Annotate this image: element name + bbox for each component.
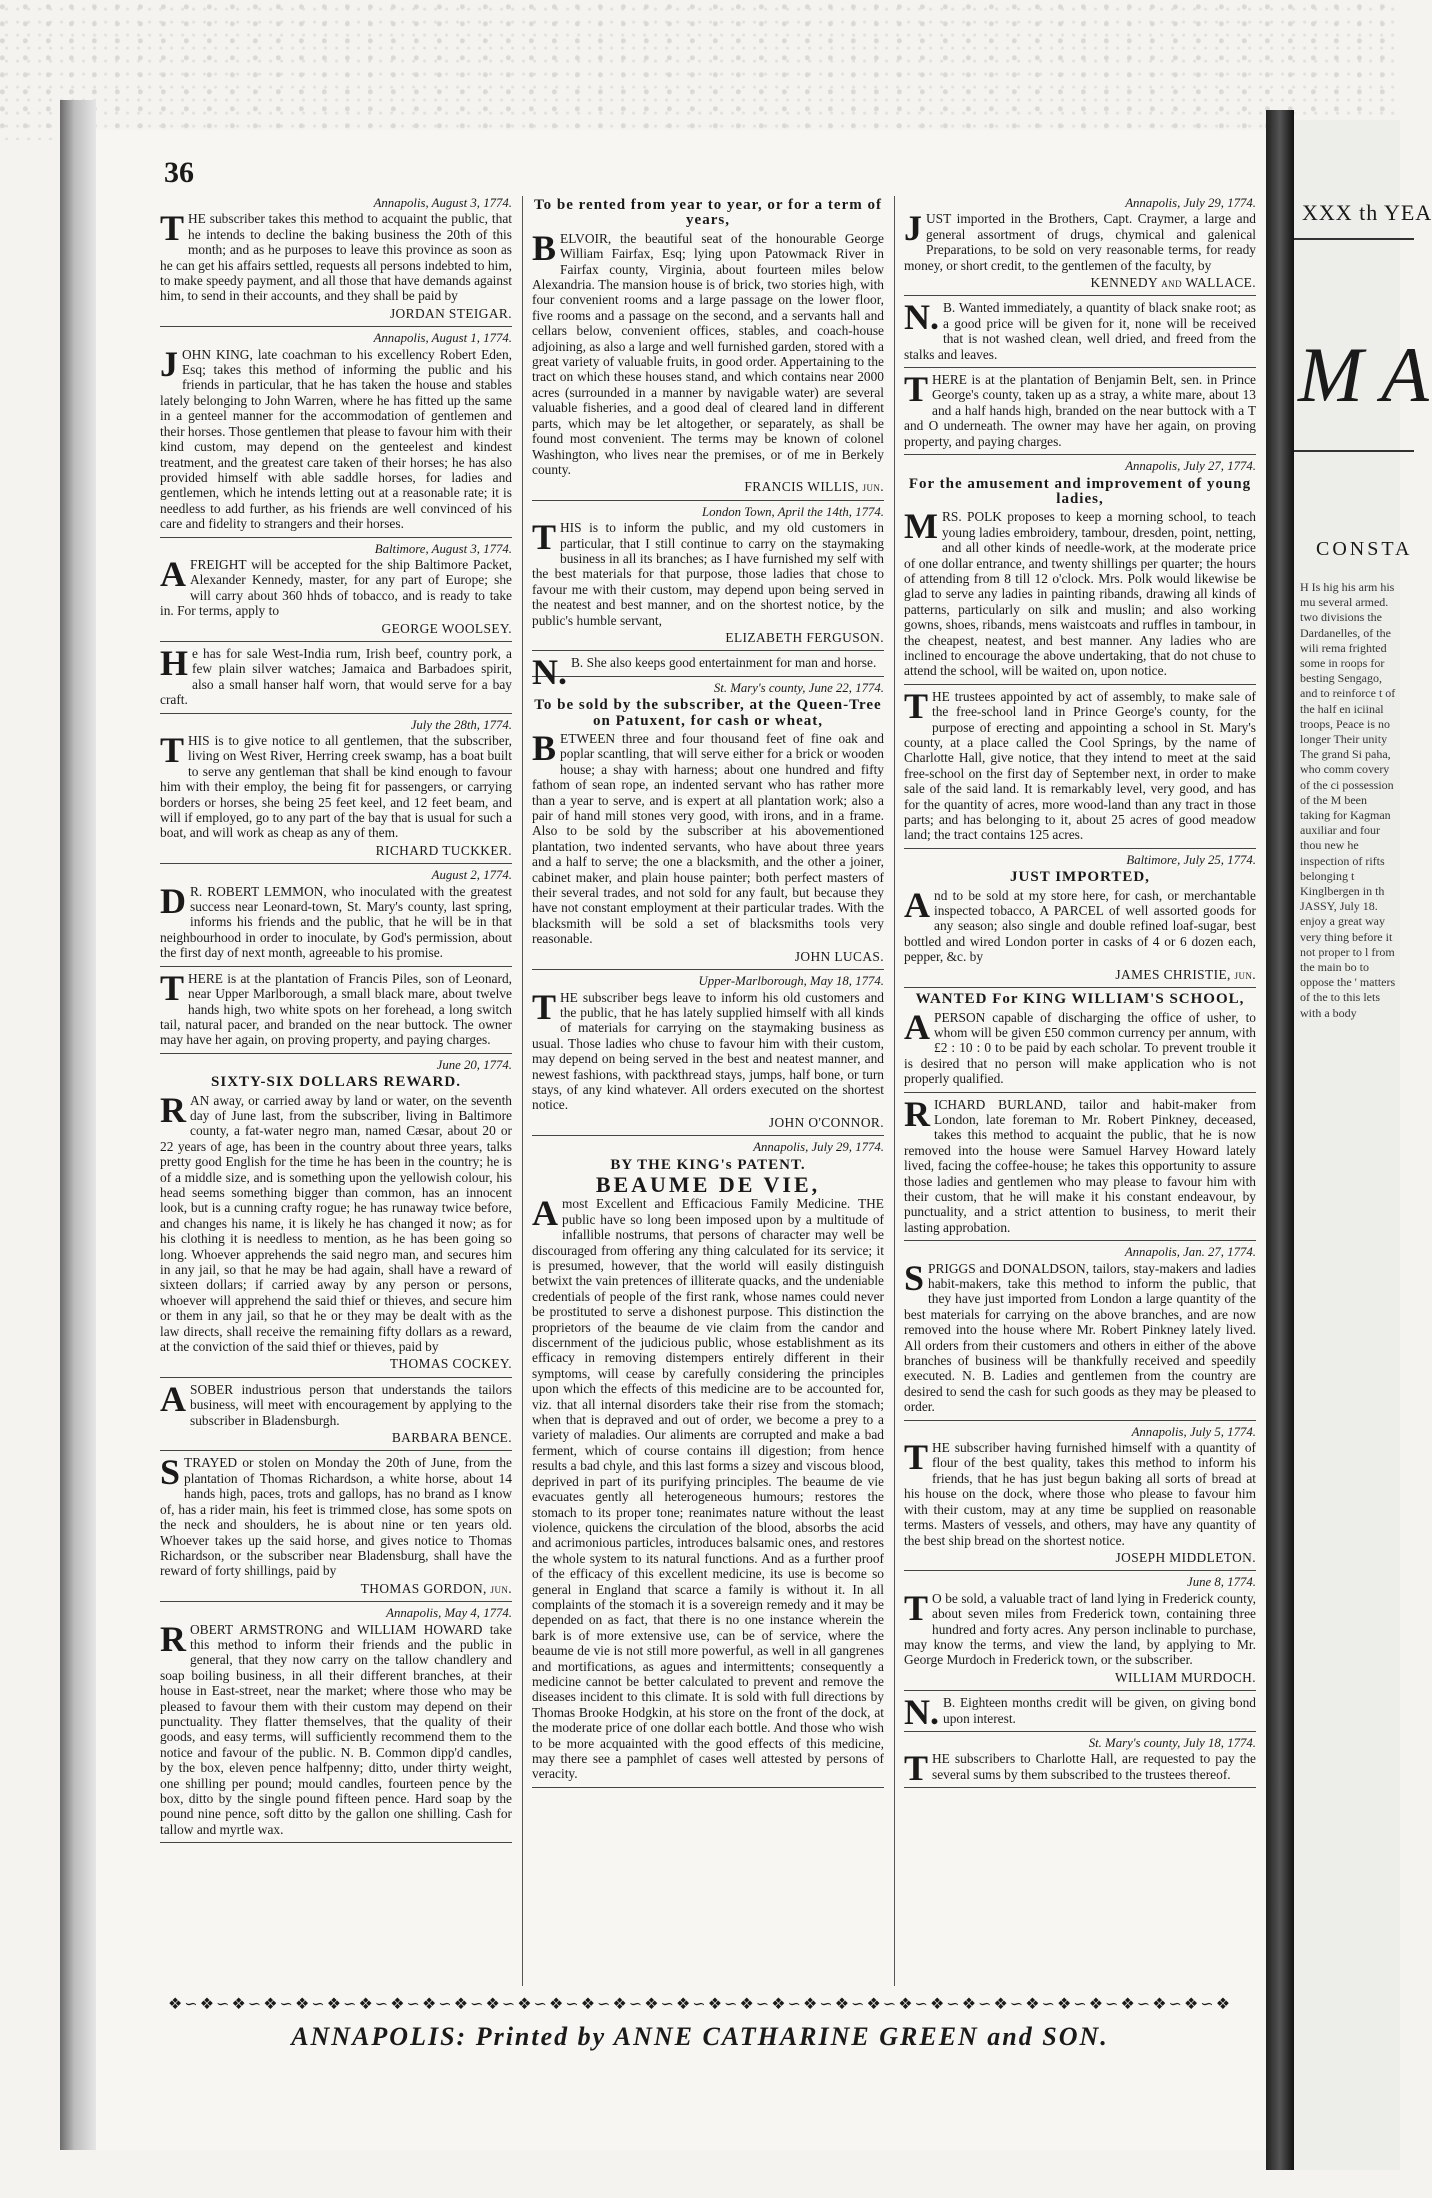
ad-body: THERE is at the plantation of Francis Piles, son of Leonard, near Upper Marlborough, a small black mare, about twelve hands high, two white spots on her forehead, a long switch tail, natural pacer, and branded on the near buttock. The owner may have her again, on proving property, and paying charges. — [160, 967, 512, 1048]
ad-separator — [160, 1053, 512, 1054]
ad-signature: JOSEPH MIDDLETON. — [1115, 1549, 1256, 1565]
ad-separator — [532, 1135, 884, 1136]
ad-dateline: Annapolis, July 29, 1774. — [1125, 196, 1256, 210]
ad-separator — [904, 1420, 1256, 1421]
facing-page-masthead: M A — [1298, 331, 1429, 418]
advertisement — [160, 1606, 512, 1843]
printer-imprint: ANNAPOLIS: Printed by ANNE CATHARINE GREEN and SON. — [291, 2022, 1109, 2051]
advertisement — [904, 1575, 1256, 1691]
ad-signature: FRANCIS WILLIS, jun. — [744, 479, 884, 495]
ad-dateline: St. Mary's county, July 18, 1774. — [1088, 1735, 1256, 1750]
ad-dateline: Annapolis, July 27, 1774. — [1125, 459, 1256, 474]
column-1 — [160, 196, 512, 1847]
ad-separator — [904, 454, 1256, 455]
ad-body: THIS is to inform the public, and my old customers in particular, that I still continue to carry on the staymaking business in all its branches; as I have furnished my self with the best materials for that purpose, those ladies that chose to favour me with their custom, may depend upon being served in the neatest and best manner, and on the shortest notice, by the public's humble servant, — [532, 517, 884, 628]
ad-separator — [904, 1690, 1256, 1691]
ad-separator — [160, 1842, 512, 1843]
ad-body: APERSON capable of discharging the office of usher, to whom will be given £50 common currency per annum, with £2 : 10 : 0 to be paid by each scholar. To prevent trouble it is desired that no person will make application who is not properly qualified. — [904, 1006, 1256, 1087]
ad-signature: JOHN O'CONNOR. — [768, 1114, 884, 1130]
ad-dateline: Baltimore, July 25, 1774. — [1126, 852, 1256, 867]
advertisement — [160, 868, 512, 966]
ad-dateline: Annapolis, May 4, 1774. — [386, 1606, 512, 1621]
ad-separator — [904, 1787, 1256, 1788]
ad-dateline: Annapolis, July 29, 1774. — [753, 1140, 884, 1155]
ad-heading: To be sold by the subscriber, at the Queen-Tree on Patuxent, for cash or wheat, — [534, 697, 882, 729]
ad-separator — [532, 676, 884, 677]
ad-body: He has for sale West-India rum, Irish beef, country pork, a few plain silver watches; Jamaica and Barbadoes spirit, also a small hanser half worn, that would serve for a bay craft. — [160, 642, 512, 708]
advertisement — [160, 196, 512, 327]
ad-dateline: Upper-Marlborough, May 18, 1774. — [698, 974, 884, 989]
ad-separator — [160, 1450, 512, 1451]
ad-body: THE subscribers to Charlotte Hall, are requested to pay the several sums by them subscribed to the trustees thereof. — [904, 1748, 1256, 1789]
facing-page-rule — [1294, 238, 1414, 240]
ad-body: AFREIGHT will be accepted for the ship Baltimore Packet, Alexander Kennedy, master, for any part of Europe; she will carry about 360 hhds of tobacco, and is ready to take in. For terms, apply to — [160, 553, 512, 619]
advertisement — [904, 853, 1256, 988]
ad-separator — [160, 537, 512, 538]
ad-body: RAN away, or carried away by land or water, on the seventh day of June last, from the subscriber, living in Baltimore county, a fat-water negro man, named Cæsar, about 20 or 22 years of age, has been in the country about three years, talks pretty good English for the time he has been in the country; he is of a middle size, and is something upon the yellowish colour, his head seems something bigger than common, has an innocent look, but is a cunning crafty rogue; he has runaway twice before, and changes his name, it is likely he has changed it now; as for his clothing it is needless to mention, as he has been going so long. Whoever apprehends the said negro man, and secures him in any jail, so that he may be had again, shall have a reward of sixteen dollars; if carried away by any person or persons, whoever will apprehend the said thief or thieves, and secure him or them in any jail, so that he or they may be dealt with as the law directs, shall receive the remaining fifty dollars as a reward, at the conviction of the said thief or thieves, paid by — [160, 1089, 512, 1355]
ad-separator — [532, 1787, 884, 1788]
page-number: 36 — [164, 156, 194, 189]
ad-dateline: Annapolis, Jan. 27, 1774. — [1124, 1245, 1256, 1260]
facing-page-text: H Is hig his arm his mu several armed. two divisions the Dardanelles, of the wili rema frighted some in roops for besting Sengago, and to reinforce t of the half en iciinal troops, Peace is no longer Their unity The grand Si paha, who comm covery of the ci possession of the M been taking for Kagman auxiliar and four thou new he inspection of rifts belonging t Kinglbergen in th JASSY, July 18. enjoy a great way very thing before it not proper to l from the main bo to oppose the ' matters of the to this lets with a body — [1300, 580, 1396, 1020]
ad-heading: To be rented from year to year, or for a term of years, — [534, 197, 882, 229]
ad-body: RICHARD BURLAND, tailor and habit-maker from London, late foreman to Mr. Robert Pinkney, deceased, takes this method to acquaint the public, that he is now removed into the house were Samuel Harvey Howard lately lived, facing the coffee-house; he takes this opportunity to assure those ladies and gentlemen who may please to favour him with their custom, that he will make it his constant endeavour, by punctuality, and a strict attention to business, to merit their lasting approbation. — [904, 1093, 1256, 1235]
ad-body: BELVOIR, the beautiful seat of the honourable George William Fairfax, Esq; lying upon Patowmack River in Fairfax county, Virginia, about fourteen miles below Alexandria. The mansion house is of brick, two stories high, with four convenient rooms and a large passage on the lower floor, five rooms and a passage on the second, and a servants hall and cellars below, convenient offices, stables, and coach-house adjoining, as also a large and well furnished garden, stored with a great variety of valuable fruits, in good order. Appertaining to the tract on which these houses stand, and which contains near 2000 acres (surrounded in a manner by navigable water) are several valuable fisheries, and a good deal of cleared land in different parts, which may be let altogether, or separately, as shall be found most convenient. The terms may be known of colonel Washington, who lives near the premises, or of me in Berkely county. — [532, 227, 884, 477]
ad-body: SPRIGGS and DONALDSON, tailors, stay-makers and ladies habit-makers, take this method to inform the public, that they have just imported from London a large quantity of the best materials for carrying on the above branches, and are now removed into the house where Mr. Robert Pinkney lately lived. All orders from their customers and others in either of the above branches of business will be thankfully received and speedily executed. N. B. Ladies and gentlemen from the country are desired to send the cash for such goods as they may be pleased to order. — [904, 1257, 1256, 1415]
column-rule — [522, 196, 523, 1986]
ad-separator — [904, 848, 1256, 849]
scan-speckle — [0, 0, 1400, 140]
advertisement — [904, 369, 1256, 455]
advertisement — [904, 196, 1256, 296]
ad-separator — [160, 1601, 512, 1602]
ad-dateline: Annapolis, August 1, 1774. — [373, 331, 512, 346]
ad-body: Amost Excellent and Efficacious Family Medicine. THE public have so long been imposed upon by a multitude of infallible nostrums, that persons of character may well be discouraged from offering any thing calculated for its service; it is presumed, however, that the world will easily distinguish betwixt the vain pretences of illiterate quacks, and the undeniable credentials of people of the first rank, whose names could never be prostituted to serve a dishonest purpose. This distinction the proprietors of the beaume de vie claim from the candor and discernment of the judicious public, whose establishment as its efficacy in removing distempers entirely different in their symptoms, will cease by carefully considering the principles upon which the effects of this medicine are to be accounted for, viz. that all internal disorders take their rise from the stomach; when that is depraved and out of order, we become a prey to a variety of maladies. Our aliments are corrupted and make a bad ferment, which of course contains ill digestion; from hence results a bad chyle, and this last forms a sizey and viscous blood, deprived in part of its purifying principles. The beaume de vie evacuates gently all heterogeneous humours; restores the stomach to its proper tone; reanimates nature without the least violence, quickens the circulation of the blood, absorbs the acid and acrimonious particles, introduces balsamic ones, and restores the whole system to its natural functions. And as a further proof of the efficacy of this excellent medicine, its use is become so general in England that scarce a family is without it. In all complaints of the stomach it is a sovereign remedy and it may be depended on as fact, that there is no one instance wherein the bark is of more extensive use, can be of service, where the beaume de vie is not still more powerful, as well in all gangrenes and mortifications, as agues and intermittents; consequently a medicine cannot be better calculated to prevent and remove the diseases incident to this climate. It is sold with full directions by Thomas Brooke Hodgkin, at his store on the front of the dock, at the moderate price of one dollar each bottle. And those who wish to be more acquainted with the good effects of this medicine, may there see a pamphlet of cases well attested by persons of veracity. — [532, 1193, 884, 1782]
ad-heading: BY THE KING's PATENT. — [610, 1156, 806, 1173]
ad-separator — [904, 1570, 1256, 1571]
advertisement — [160, 1378, 512, 1452]
ad-signature: WILLIAM MURDOCH. — [1114, 1669, 1256, 1685]
left-gutter-shadow — [60, 100, 96, 2150]
ad-body: JUST imported in the Brothers, Capt. Craymer, a large and general assortment of drugs, chymical and galenical Preparations, to be sold on very reasonable terms, for ready money, or short credit, to the gentlemen of the faculty, by — [904, 208, 1256, 273]
advertisement — [904, 297, 1256, 368]
ad-body: ASOBER industrious person that understands the tailors business, will meet with encouragement by applying to the subscriber in Bladensburgh. — [160, 1378, 512, 1428]
ad-heading: SIXTY-SIX DOLLARS REWARD. — [211, 1074, 461, 1091]
ad-body: THE subscriber having furnished himself with a quantity of flour of the best quality, takes this method to inform his friends, that he has just begun baking all sorts of bread at his house on the dock, where those who please to favour him with their custom, may at any time be supplied on reasonable terms. Masters of vessels, and others, may have any quantity of the best ship bread on the shortest notice. — [904, 1437, 1256, 1548]
ad-dateline: July the 28th, 1774. — [410, 717, 512, 732]
ad-body: MRS. POLK proposes to keep a morning school, to teach young ladies embroidery, tambour, dresden, point, netting, and all other kinds of needle-work, at the moderate price of one dollar entrance, and twenty shillings per quarter; the hours of attending from 8 till 12 o'clock. Mrs. Polk would likewise be glad to serve any ladies in painting ribands, drawing all kinds of patterns, particularly on silk and muslin; and also working gowns, shoes, ribands, mens waistcoats and ruffles in tambour, in the cheapest, neatest, and best manner. Any ladies who are inclined to encourage the above undertaking, that do not chuse to attend the school, will be waited on, upon notice. — [904, 506, 1256, 679]
column-2 — [532, 196, 884, 1792]
ad-separator — [160, 713, 512, 714]
ad-signature: JAMES CHRISTIE, jun. — [1115, 966, 1256, 982]
facing-page-rule — [1294, 450, 1414, 452]
advertisement — [160, 542, 512, 642]
ad-signature: BARBARA BENCE. — [391, 1430, 512, 1446]
ad-body: THERE is at the plantation of Benjamin Belt, sen. in Prince George's county, taken up as a stray, a white mare, about 13 and a half hands high, branded on the near buttock with a T and O underneath. The owner may have her again, on proving property, and paying charges. — [904, 369, 1256, 449]
ad-separator — [904, 1240, 1256, 1241]
column-rule — [894, 196, 895, 1986]
facing-page-header: XXX th YEA — [1302, 200, 1432, 225]
column-3 — [904, 196, 1256, 1792]
facing-page — [1294, 120, 1432, 2170]
ad-heading: WANTED For KING WILLIAM'S SCHOOL, — [915, 991, 1245, 1008]
advertisement — [904, 1736, 1256, 1788]
advertisement — [160, 331, 512, 537]
ad-body: THE subscriber begs leave to inform his old customers and the public, that he has lately supplied himself with all kinds of materials for carrying on the staymaking business as usual. Those ladies who chuse to favour him with their custom, may depend on being served in the best and neatest manner, and newest fashions, with packthread stays, jumps, half bone, or turn stays, of any kind whatever. All orders executed on the shortest notice. — [532, 986, 884, 1113]
advertisement — [904, 992, 1256, 1092]
advertisement — [904, 1245, 1256, 1420]
ad-dateline: June 20, 1774. — [436, 1057, 512, 1072]
ad-title: BEAUME DE VIE, — [595, 1171, 821, 1197]
ad-dateline: London Town, April the 14th, 1774. — [701, 504, 884, 519]
ad-separator — [904, 987, 1256, 988]
ad-body: DR. ROBERT LEMMON, who inoculated with the greatest success near Leonard-town, St. Mary's county, last spring, informs his friends and the public, that he will be in that neighbourhood in order to inoculate, by God's permission, about the first day of next month, agreeable to his promise. — [160, 880, 512, 961]
ornament-border: ❖∽❖∽❖∽❖∽❖∽❖∽❖∽❖∽❖∽❖∽❖∽❖∽❖∽❖∽❖∽❖∽❖∽❖∽❖∽❖∽❖∽❖∽❖∽❖∽❖∽❖∽❖∽❖∽❖∽❖∽❖∽❖∽❖∽❖ — [167, 1996, 1233, 2013]
ad-dateline: Baltimore, August 3, 1774. — [374, 541, 512, 556]
ad-body: STRAYED or stolen on Monday the 20th of June, from the plantation of Thomas Richardson, a white horse, about 14 hands high, paces, trots and gallops, has no brand as I know of, has a rider main, his feet is trimmed close, has some spots on the neck and shoulders, he is about nine or ten years old. Whoever takes up the said horse, and gives notice to Thomas Richardson, or the subscriber near Bladensburg, shall have the reward of forty shillings, paid by — [160, 1452, 512, 1579]
ad-dateline: Annapolis, July 5, 1774. — [1131, 1424, 1256, 1439]
ad-heading: JUST IMPORTED, — [1010, 869, 1150, 886]
ad-body: THIS is to give notice to all gentlemen, that the subscriber, living on West River, Herring creek swamp, has a boat built to serve any gentleman that shall be kind enough to favour him with their employ, the being fit for passengers, or carrying borders or horses, she being 25 feet keel, and 12 feet beam, and will if employed, go to any part of the bay that is usual for such a boat, and will work as cheap as any of them. — [160, 730, 512, 841]
ad-signature: THOMAS COCKEY. — [389, 1356, 512, 1372]
ad-body: THE subscriber takes this method to acquaint the public, that he intends to decline the baking business the 20th of this month; and as he purposes to leave this province as soon as he can get his affairs settled, requests all persons indebted to him, to make speedy payment, and all those that have demands against him, to send in their accounts, and they shall be paid by — [160, 208, 512, 304]
ad-dateline: St. Mary's county, June 22, 1774. — [713, 680, 884, 695]
ad-separator — [160, 326, 512, 327]
ad-dateline: June 8, 1774. — [1187, 1575, 1256, 1590]
advertisement — [532, 505, 884, 652]
ad-signature: THOMAS GORDON, jun. — [360, 1580, 512, 1596]
advertisement — [532, 974, 884, 1136]
ad-signature: JOHN LUCAS. — [794, 948, 884, 964]
ad-body: THE trustees appointed by act of assembly, to make sale of the free-school land in Prince George's county, for the purpose of erecting and appointing a school in St. Mary's county, at a place called the Cool Springs, by the name of Charlotte Hall, give notice, that they intend to meet at the said free-school on the first day of September next, in order to make sale of the said land. It is remarkably level, very good, and has for the quantity of acres, more wood-land than any tract in those parts; and has belonging to it, about 25 acres of good meadow land; the tract contains 125 acres. — [904, 685, 1256, 843]
advertisement — [160, 1058, 512, 1378]
ad-separator — [904, 367, 1256, 368]
ad-separator — [532, 650, 884, 651]
ad-signature: JORDAN STEIGAR. — [389, 305, 512, 321]
ad-separator — [904, 295, 1256, 296]
advertisement — [160, 967, 512, 1054]
ad-separator — [532, 969, 884, 970]
ad-signature: RICHARD TUCKKER. — [375, 842, 512, 858]
advertisement — [904, 459, 1256, 685]
ad-body: N.B. Eighteen months credit will be given, on giving bond upon interest. — [904, 1692, 1256, 1733]
advertisement — [532, 1140, 884, 1788]
ad-dateline: August 2, 1774. — [431, 868, 512, 883]
advertisement — [904, 1425, 1256, 1572]
advertisement — [904, 1093, 1256, 1242]
ad-signature: ELIZABETH FERGUSON. — [725, 629, 884, 645]
ad-body: N.B. She also keeps good entertainment for man and horse. — [532, 652, 877, 693]
ad-separator — [160, 1377, 512, 1378]
ad-separator — [904, 1731, 1256, 1732]
ad-body: TO be sold, a valuable tract of land lying in Frederick county, about seven miles from Frederick town, containing three hundred and forty acres. Any person inclinable to purchase, may know the terms, and view the land, by applying to Mr. George Murdoch in Frederick town, or the subscriber. — [904, 1587, 1256, 1668]
advertisement — [160, 718, 512, 865]
ad-heading: For the amusement and improvement of young ladies, — [908, 475, 1252, 507]
ad-body: N.B. Wanted immediately, a quantity of black snake root; as a good price will be given for it, none will be received that is not washed clean, well dried, and freed from the stalks and leaves. — [904, 297, 1256, 362]
ad-signature: GEORGE WOOLSEY. — [381, 620, 512, 636]
ad-separator — [160, 966, 512, 967]
advertisement — [532, 198, 884, 501]
ad-signature: KENNEDY and WALLACE. — [1090, 275, 1256, 291]
ad-separator — [532, 500, 884, 501]
ad-separator — [160, 641, 512, 642]
ad-separator — [160, 863, 512, 864]
advertisement — [160, 1452, 512, 1602]
advertisement — [160, 642, 512, 714]
ad-body: BETWEEN three and four thousand feet of fine oak and poplar scantling, that will serve either for a brick or wooden house; a shay with harness; about one hundred and fifty fathom of sean rope, an indented servant who has rather more than a year to serve, and is expert at all plantation work; also a pair of hand mill stones very good, with irons, and in a frame. Also to be sold by the subscriber at his abovementioned plantation, two indented servants, who have about three years and a half to serve; the one a blacksmith, and the other a joiner, cabinet maker, and plain house painter; both perfect masters of their several trades, and not sold for any fault, but because they have not constant employment at their particular trades. With the blacksmith will be sold a set of blacksmiths tools very reasonable. — [532, 728, 884, 947]
ad-separator — [904, 684, 1256, 685]
facing-page-dateline: CONSTA — [1316, 538, 1413, 560]
advertisement — [532, 681, 884, 970]
ad-separator — [904, 1092, 1256, 1093]
ad-body: ROBERT ARMSTRONG and WILLIAM HOWARD take this method to inform their friends and the public in general, that they now carry on the tallow chandlery and soap boiling business, in all their different branches, at their house in East-street, near the market; where those who may be pleased to favour them with their custom may depend on their punctuality. They flatter themselves, that the quality of their goods, and easy terms, will sufficiently recommend them to the notice and favour of the public. N. B. Common dipp'd candles, by the box, eleven pence halfpenny; ditto, under thirty weight, one shilling per pound; mould candles, fourteen pence by the box, ditto by the single pound fifteen pence. Hard soap by the pound nine pence, soft ditto by the gallon one shilling. Cash for tallow and myrtle wax. — [160, 1618, 512, 1837]
advertisement — [904, 1692, 1256, 1733]
book-spine — [1266, 110, 1294, 2170]
ad-dateline: Annapolis, August 3, 1774. — [373, 196, 512, 210]
ad-body: JOHN KING, late coachman to his excellency Robert Eden, Esq; takes this method of informing the public and his friends in particular, that he has taken the house and stables lately belonging to John Warren, where he has fitted up the same in a genteel manner for the accommodation of gentlemen and their horses. Those gentlemen that please to favour him with their kind custom, may depend on the genteelest and kindest treatment, and the greatest care taken of their horses; he has also provided himself with able saddle horses, for ladies and gentlemen, which he intends letting out at a reasonable rate; it is needless to add further, as his friends are well convinced of his care and fidelity to strangers and their horses. — [160, 343, 512, 532]
ad-body: And to be sold at my store here, for cash, or merchantable inspected tobacco, A PARCEL of well assorted goods for any season; also single and double refined loaf-sugar, best bottled and wired London porter in casks of 4 or 6 dozen each, pepper, &c. by — [904, 884, 1256, 965]
advertisement — [904, 685, 1256, 849]
